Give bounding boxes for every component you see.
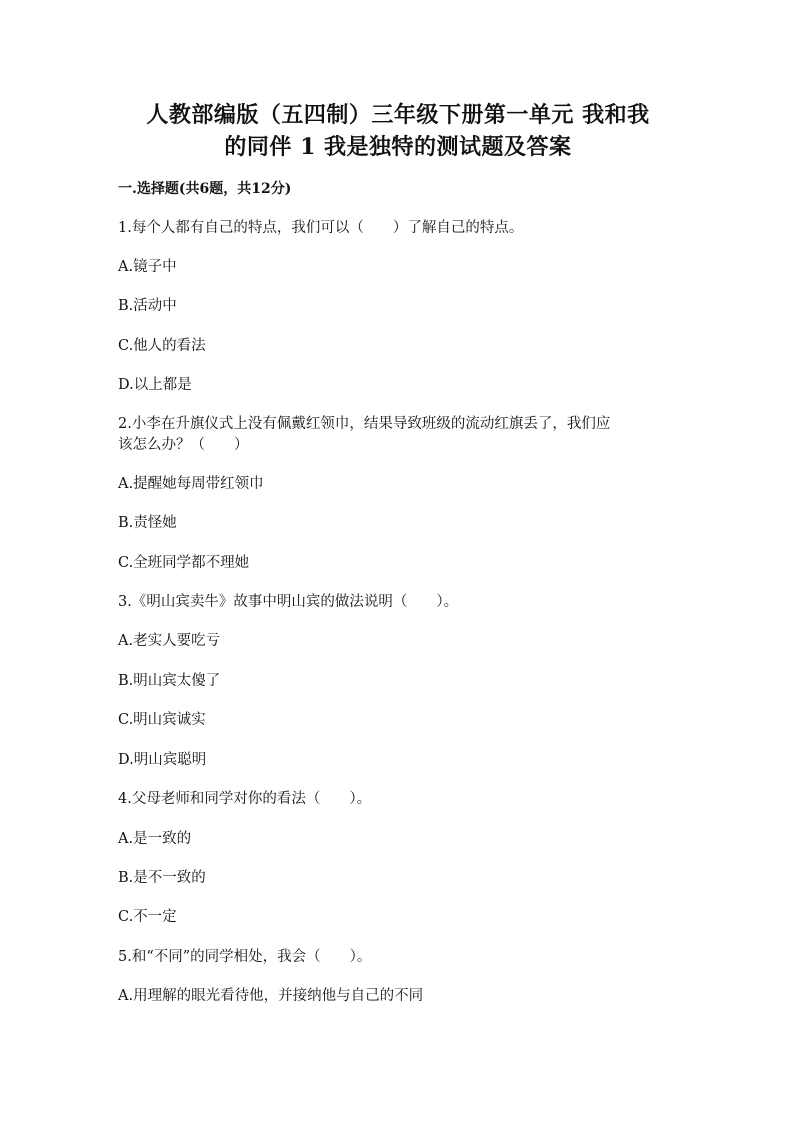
question-5-option-a: A.用理解的眼光看待他，并接纳他与自己的不同 (118, 988, 424, 1004)
question-1-option-c: C.他人的看法 (118, 338, 206, 354)
question-2-option-b: B.责怪她 (118, 515, 177, 531)
question-2-option-a: A.提醒她每周带红领巾 (118, 476, 264, 492)
question-4-option-b: B.是不一致的 (118, 870, 206, 886)
question-1-option-b: B.活动中 (118, 298, 177, 314)
question-3-option-b: B.明山宾太傻了 (118, 673, 221, 689)
question-3-option-a: A.老实人要吃亏 (118, 633, 221, 649)
question-1-stem: 1.每个人都有自己的特点，我们可以（ ）了解自己的特点。 (118, 220, 524, 236)
page-title-line-2: 的同伴 1 我是独特的测试题及答案 (224, 134, 572, 160)
question-4-option-c: C.不一定 (118, 909, 177, 925)
question-2-stem-line-2: 该怎么办？（ ） (118, 437, 249, 453)
question-1-option-d: D.以上都是 (118, 377, 192, 393)
page-title-line-1: 人教部编版（五四制）三年级下册第一单元 我和我 (146, 102, 650, 128)
question-2-option-c: C.全班同学都不理她 (118, 555, 250, 571)
question-4-stem: 4.父母老师和同学对你的看法（ ）。 (118, 791, 372, 807)
question-2-stem-line-1: 2.小李在升旗仪式上没有佩戴红领巾，结果导致班级的流动红旗丢了，我们应 (118, 416, 611, 432)
question-5-stem: 5.和“不同”的同学相处，我会（ ）。 (118, 949, 372, 965)
question-4-option-a: A.是一致的 (118, 831, 192, 847)
question-3-stem: 3.《明山宾卖牛》故事中明山宾的做法说明（ ）。 (118, 594, 459, 610)
question-3-option-d: D.明山宾聪明 (118, 752, 207, 768)
question-1-option-a: A.镜子中 (118, 259, 177, 275)
question-3-option-c: C.明山宾诚实 (118, 712, 206, 728)
section-heading: 一.选择题(共6题，共12分) (118, 181, 292, 197)
